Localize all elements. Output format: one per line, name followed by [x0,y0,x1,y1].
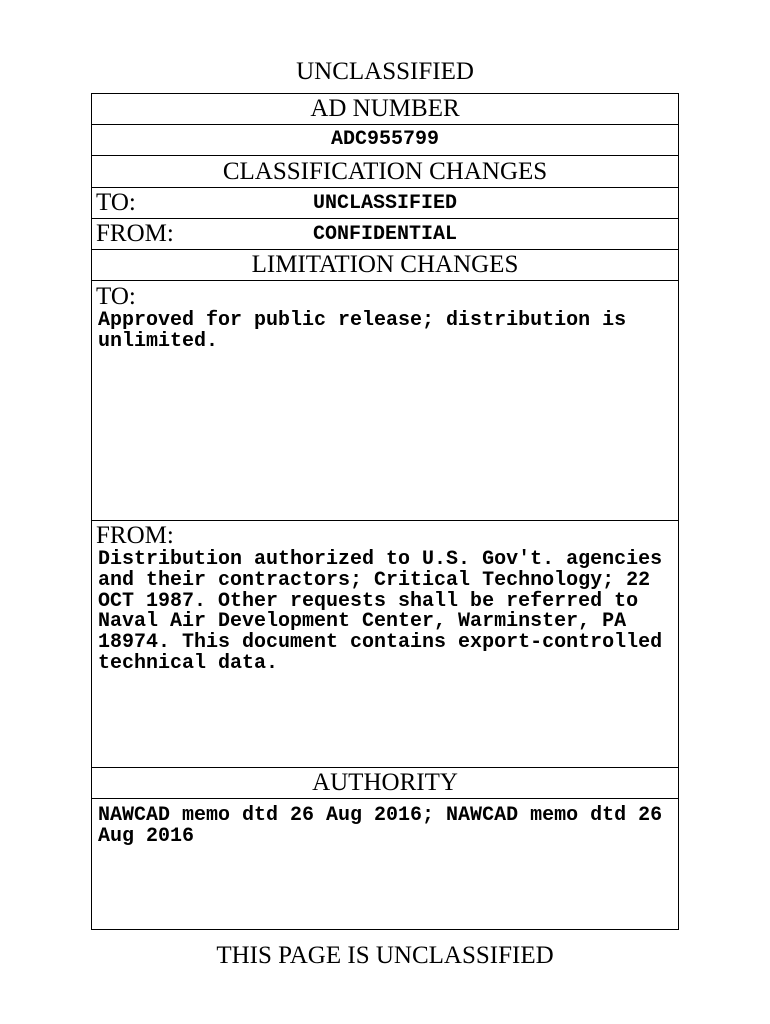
limitation-from-row [92,521,678,768]
classification-from-row [92,219,678,250]
classification-changes-heading: CLASSIFICATION CHANGES [222,158,548,185]
authority-heading: AUTHORITY [312,769,458,796]
classification-changes-heading-row [92,156,678,188]
ad-number-row [92,125,678,156]
classification-to-row [92,188,678,219]
limitation-changes-heading: LIMITATION CHANGES [251,251,519,278]
classification-from-label: FROM: [96,220,174,247]
limitation-to-text: Approved for public release; distribution is unlimited. [98,309,627,353]
classification-to-value: UNCLASSIFIED [312,192,458,215]
page-classification-footer: THIS PAGE IS UNCLASSIFIED [216,942,554,969]
classification-from-value: CONFIDENTIAL [312,223,458,246]
ad-number-value: ADC955799 [330,128,440,151]
authority-text: NAWCAD memo dtd 26 Aug 2016; NAWCAD memo dtd 26 Aug 2016 [98,804,663,848]
document-form-box [91,93,679,930]
authority-heading-row [92,768,678,799]
limitation-to-label: TO: [96,283,136,310]
authority-row [92,799,678,929]
limitation-to-row [92,281,678,521]
limitation-from-label: FROM: [96,522,174,549]
limitation-from-text: Distribution authorized to U.S. Gov't. agencies and their contractors; Critical Technology; 22 OCT 1987. Other requests shall be referred to Naval Air Development Center, Warminster, PA 18974. This document contains export-controlled technical data. [98,548,663,675]
limitation-changes-heading-row [92,250,678,281]
classification-to-label: TO: [96,189,136,216]
ad-number-heading-row [92,94,678,125]
page-classification-header: UNCLASSIFIED [296,58,474,85]
ad-number-heading: AD NUMBER [310,95,460,122]
